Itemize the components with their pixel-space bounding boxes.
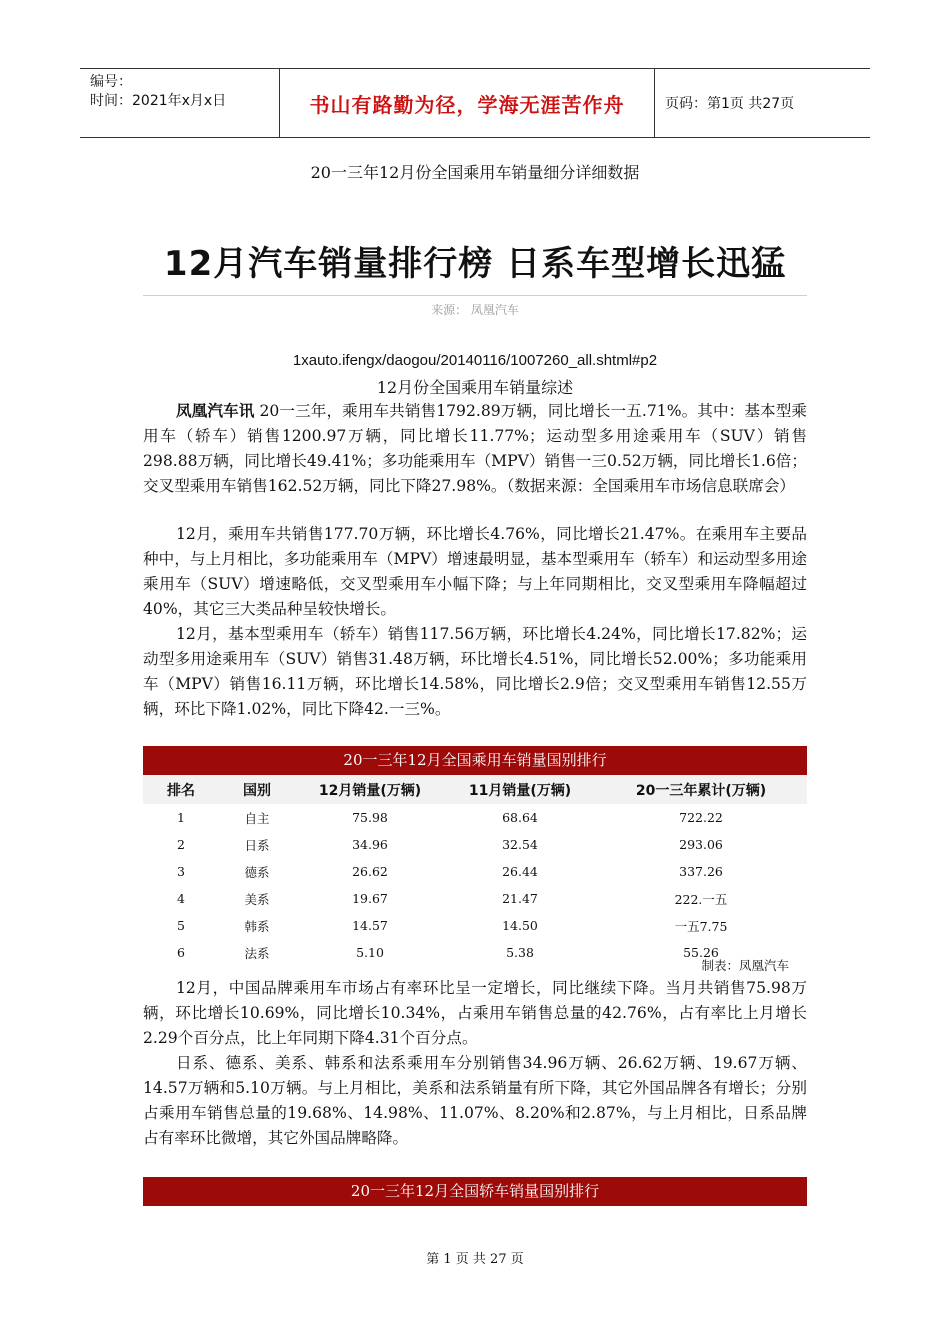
cell-rank: 2 bbox=[177, 837, 185, 852]
country-ranking-table bbox=[143, 775, 807, 966]
cell-nov-sales: 26.44 bbox=[502, 864, 538, 879]
article-source: 来源： 凤凰汽车 bbox=[431, 303, 519, 317]
cell-country: 美系 bbox=[244, 891, 270, 907]
header-meta bbox=[80, 69, 280, 137]
doc-subtitle: 20一三年12月份全国乘用车销量细分详细数据 bbox=[310, 163, 640, 182]
cell-dec-sales: 5.10 bbox=[356, 945, 384, 960]
cell-nov-sales: 32.54 bbox=[502, 837, 538, 852]
cell-dec-sales: 75.98 bbox=[352, 810, 388, 825]
cell-country: 德系 bbox=[244, 864, 270, 880]
cell-dec-sales: 34.96 bbox=[352, 837, 388, 852]
paragraph-2: 12月，乘用车共销售177.70万辆，环比增长4.76%，同比增长21.47%。在乘用车主要品种中，与上月相比，多功能乘用车（MPV）增速最明显，基本型乘用车（轿车）和运动型多用途乘用车（SUV）增速略低，交叉型乘用车小幅下降；与上年同期相比，交叉型乘用车降幅超过40%，其它三大类品种呈较快增长。 bbox=[143, 525, 807, 618]
table-row bbox=[143, 804, 807, 831]
table-header-row bbox=[143, 775, 807, 804]
table1-title-bar: 20一三年12月全国乘用车销量国别排行 bbox=[143, 746, 807, 775]
article-url: 1xauto.ifengx/daogou/20140116/1007260_all.shtml#p2 bbox=[292, 352, 658, 369]
cell-rank: 5 bbox=[177, 918, 185, 933]
paragraph-lead: 凤凰汽车讯 bbox=[176, 401, 255, 420]
cell-nov-sales: 5.38 bbox=[506, 945, 534, 960]
cell-dec-sales: 26.62 bbox=[352, 864, 388, 879]
col-header-country: 国别 bbox=[243, 782, 271, 799]
table-credit: 制表：凤凰汽车 bbox=[701, 958, 789, 973]
code-label: 编号： bbox=[90, 74, 132, 90]
page-footer: 第 1 页 共 27 页 bbox=[426, 1252, 524, 1267]
cell-year-total: 293.06 bbox=[679, 837, 723, 852]
cell-year-total: 一五7.75 bbox=[674, 918, 728, 934]
page-header bbox=[80, 68, 870, 138]
header-motto: 书山有路勤为径，学海无涯苦作舟 bbox=[280, 69, 655, 137]
cell-dec-sales: 14.57 bbox=[352, 918, 388, 933]
cell-year-total: 337.26 bbox=[679, 864, 723, 879]
cell-country: 日系 bbox=[244, 837, 270, 853]
table2-title-bar: 20一三年12月全国轿车销量国别排行 bbox=[143, 1177, 807, 1206]
table-row bbox=[143, 885, 807, 912]
cell-rank: 3 bbox=[177, 864, 185, 879]
section-title: 12月份全国乘用车销量综述 bbox=[376, 378, 574, 397]
paragraph-1-body: 20一三年，乘用车共销售1792.89万辆，同比增长一五.71%。其中：基本型乘用车（轿车）销售1200.97万辆，同比增长11.77%；运动型多用途乘用车（SUV）销售298.88万辆，同比增长49.41%；多功能乘用车（MPV）销售一三0.52万辆，同比增长1.6倍；交叉型乘用车销售162.52万辆，同比下降27.98%。（数据来源：全国乘用车市场信息联席会） bbox=[143, 402, 807, 495]
cell-country: 自主 bbox=[244, 810, 270, 826]
cell-country: 韩系 bbox=[244, 918, 270, 934]
table-row bbox=[143, 831, 807, 858]
paragraph-1 bbox=[143, 398, 807, 499]
cell-nov-sales: 21.47 bbox=[502, 891, 538, 906]
col-header-dec-sales: 12月销量(万辆) bbox=[318, 782, 422, 799]
cell-nov-sales: 68.64 bbox=[502, 810, 538, 825]
col-header-nov-sales: 11月销量(万辆) bbox=[468, 782, 572, 799]
paragraph-4: 12月，中国品牌乘用车市场占有率环比呈一定增长，同比继续下降。当月共销售75.98万辆，环比增长10.69%，同比增长10.34%，占乘用车销售总量的42.76%，占有率比上月增长2.29个百分点，比上年同期下降4.31个百分点。 bbox=[143, 979, 807, 1047]
paragraph-5: 日系、德系、美系、韩系和法系乘用车分别销售34.96万辆、26.62万辆、19.67万辆、14.57万辆和5.10万辆。与上月相比，美系和法系销量有所下降，其它外国品牌各有增长；分别占乘用车销售总量的19.68%、14.98%、11.07%、8.20%和2.87%，与上月相比，日系品牌占有率环比微增，其它外国品牌略降。 bbox=[143, 1054, 807, 1147]
cell-year-total: 722.22 bbox=[679, 810, 723, 825]
header-page-info: 页码：第1页 共27页 bbox=[665, 96, 795, 112]
cell-country: 法系 bbox=[244, 945, 270, 961]
paragraph-3: 12月，基本型乘用车（轿车）销售117.56万辆，环比增长4.24%，同比增长17.82%；运动型多用途乘用车（SUV）销售31.48万辆，环比增长4.51%，同比增长52.00%；多功能乘用车（MPV）销售16.11万辆，环比增长14.58%，同比增长2.9倍；交叉型乘用车销售12.55万辆，环比下降1.02%，同比下降42.一三%。 bbox=[143, 625, 807, 718]
col-header-rank: 排名 bbox=[167, 782, 195, 799]
divider bbox=[143, 295, 807, 296]
table-row bbox=[143, 858, 807, 885]
cell-rank: 1 bbox=[177, 810, 185, 825]
cell-nov-sales: 14.50 bbox=[502, 918, 538, 933]
article-headline: 12月汽车销量排行榜 日系车型增长迅猛 bbox=[163, 244, 787, 284]
cell-year-total: 55.26 bbox=[683, 945, 719, 960]
table-row bbox=[143, 912, 807, 939]
cell-year-total: 222.一五 bbox=[674, 891, 728, 907]
cell-dec-sales: 19.67 bbox=[352, 891, 388, 906]
cell-rank: 4 bbox=[177, 891, 185, 906]
cell-rank: 6 bbox=[177, 945, 185, 960]
col-header-year-total: 20一三年累计(万辆) bbox=[635, 782, 767, 799]
time-label: 时间：2021年x月x日 bbox=[90, 93, 227, 109]
